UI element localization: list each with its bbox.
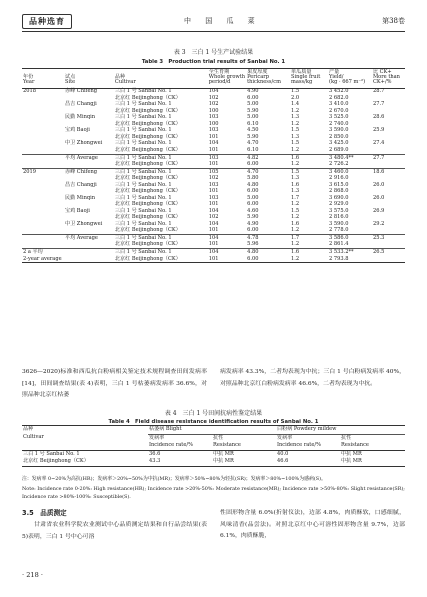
table-cell: 1.5 xyxy=(291,127,300,134)
table-cell: 2019 xyxy=(23,168,36,175)
table-cell: 100 xyxy=(208,120,219,127)
table-cell: 26.9 xyxy=(372,207,385,214)
t4-incidence-cn: 发病率 xyxy=(149,434,165,441)
table-cell: 1.6 xyxy=(290,154,328,161)
table-cell: 5.90 xyxy=(247,107,259,114)
col-growth-period: 全生育期 Whole growth period/d xyxy=(208,68,246,86)
table-cell: 1.2 xyxy=(290,242,328,249)
col-year: 年份 Year xyxy=(23,73,35,86)
table3-title-en: Table 3 Production trial results of Sanbai No. 1 xyxy=(141,59,286,65)
table-cell: 1.3 xyxy=(291,114,300,121)
table-cell: 6.00 xyxy=(247,201,259,208)
table-cell: 26.0 xyxy=(372,194,385,201)
body-text-right: 病发病率 43.3%，二者均表现为中抗；三白 1 号白粉病发病率 40%，对照品种北京红白粉病发病率 46.6%，二者均表现为中抗。 xyxy=(220,369,405,387)
table-cell: 4.90 xyxy=(247,220,259,227)
table-cell: 昌吉 Changji xyxy=(64,181,97,188)
table-cell: 104 xyxy=(208,88,219,95)
table-cell: 北京红 Beijinghong（CK） xyxy=(114,256,208,263)
table-cell: 2 929.0 xyxy=(329,201,349,208)
table-cell: 1.3 xyxy=(291,175,300,182)
t4-resistance-cn: 抗性 xyxy=(341,434,352,441)
table4-note-cn: 注：发病率 0~20%为高抗(HR)；发病率＞20%~50%为中抗(MR)；发病率＞50%~80%为轻抗(SR)；发病率＞80%~100%为感病(S)。 xyxy=(22,476,326,482)
table-cell xyxy=(372,161,405,168)
table-cell: 三白 1 号 Sanbai No. 1 xyxy=(114,194,172,201)
table-cell: 2 a 平均 xyxy=(23,248,43,255)
table-cell: 103 xyxy=(208,114,219,121)
table-cell: 6.10 xyxy=(247,120,259,127)
table-cell: 101 xyxy=(208,227,219,234)
t4-resistance-en: Resistance xyxy=(340,442,405,450)
table-cell: 27.7 xyxy=(372,154,405,161)
table-cell: 北京红 Beijinghong（CK） xyxy=(114,161,208,168)
table-cell: 2-year average xyxy=(22,256,64,263)
table3-title-cn: 表 3 三白 1 号生产试验结果 xyxy=(173,49,254,56)
table-cell: 三白 1 号 Sanbai No. 1 xyxy=(114,248,172,255)
table-cell: 3 452.0 xyxy=(329,88,349,95)
table-cell: 27.7 xyxy=(372,101,385,108)
table-cell xyxy=(22,154,64,161)
table-cell: 4.70 xyxy=(247,168,259,175)
table-cell: 104 xyxy=(208,207,219,214)
page-number: · 218 · xyxy=(22,571,43,579)
col-more-than-ck: 比 CK+ More than CK+/% xyxy=(372,68,400,86)
table-cell xyxy=(64,242,114,249)
table-cell: 18.6 xyxy=(372,168,385,175)
table-cell: 2 816.0 xyxy=(329,214,349,221)
table-row xyxy=(22,161,405,168)
table-cell: 4.80 xyxy=(247,248,259,255)
section-heading: 3.5 品质测定 xyxy=(22,509,67,517)
table-cell: 三白 1 号 Sanbai No. 1 xyxy=(114,154,208,161)
table-cell: 三白 1 号 Sanbai No. 1 xyxy=(114,114,172,121)
table-cell: 北京红 Beijinghong（CK） xyxy=(114,242,208,249)
table-cell: 102 xyxy=(208,214,219,221)
table-cell: 北京红 Beijinghong（CK） xyxy=(114,175,181,182)
production-trial-table xyxy=(22,68,405,263)
col-pericarp: 果皮厚度 Pericarp thickness/cm xyxy=(247,68,281,86)
table-cell: 2 670.0 xyxy=(329,107,349,114)
table-cell: 2 689.0 xyxy=(329,147,349,153)
table-cell: 5.00 xyxy=(247,101,259,108)
table-cell: 4.90 xyxy=(247,88,259,95)
table-cell: 1.2 xyxy=(291,147,300,153)
table-cell xyxy=(64,161,114,168)
table-cell: 北京红 Beijinghong（CK） xyxy=(114,188,181,195)
table-cell: 6.10 xyxy=(247,147,259,153)
table-cell: 北京红 Beijinghong（CK） xyxy=(114,94,181,101)
table-cell xyxy=(372,242,405,249)
table-cell: 三白 1 号 Sanbai No. 1 xyxy=(114,88,172,95)
table-cell: 103 xyxy=(208,127,219,134)
table-cell: 3 575.0 xyxy=(329,207,349,214)
table-cell: 2 740.0 xyxy=(329,120,349,127)
table-cell: 2.0 xyxy=(291,94,300,101)
table-cell: 4.82 xyxy=(246,154,290,161)
table-cell: 1.5 xyxy=(291,168,300,175)
table-cell: 3 525.0 xyxy=(329,114,349,121)
table-cell: 平均 Average xyxy=(64,154,114,161)
table-cell: 27.4 xyxy=(372,140,385,147)
table-cell xyxy=(22,242,64,249)
table-cell: 5.00 xyxy=(247,114,259,121)
table-cell xyxy=(372,256,405,263)
table-cell: 2 850.0 xyxy=(329,133,349,140)
table-cell: 102 xyxy=(208,94,219,101)
table-cell: 中卫 Zhongwei xyxy=(64,140,103,147)
table-cell: 2 861.4 xyxy=(328,242,372,249)
table-cell: 民勤 Minqin xyxy=(64,194,96,201)
table-cell: 6.00 xyxy=(247,188,259,195)
table-cell: 1.2 xyxy=(291,227,300,234)
table-cell: 1.6 xyxy=(291,248,300,255)
header-rule xyxy=(22,31,405,32)
table-cell: 2 793.8 xyxy=(328,256,372,263)
col-fruit-mass: 单瓜质量 Single fruit mass/kg xyxy=(291,68,321,86)
table-cell: 104 xyxy=(208,248,219,255)
table4-title-en: Table 4 Field disease resistance identification results of Sanbai No. 1 xyxy=(108,419,319,425)
table-cell: 100 xyxy=(208,107,219,114)
table-cell: 1.5 xyxy=(291,88,300,95)
table-cell: 28.7 xyxy=(372,88,385,95)
table-cell: 4.70 xyxy=(247,140,259,147)
table-cell: 3 425.0 xyxy=(329,140,349,147)
table-row xyxy=(22,256,405,263)
table3-header-row xyxy=(22,69,405,89)
table-cell: 101 xyxy=(208,201,219,208)
table-cell: 1.5 xyxy=(291,207,300,214)
table-cell: 2 682.0 xyxy=(329,94,349,101)
table-cell: 6.00 xyxy=(247,94,259,101)
col-yield: 产量 Yield/ (kg · 667 m⁻²) xyxy=(329,68,366,86)
table-cell: 3 460.0 xyxy=(329,168,349,175)
table-cell: 北京红 Beijinghong（CK） xyxy=(114,201,181,208)
t4-incidence-en: Incidence rate/% xyxy=(148,442,212,450)
table-cell: 1.2 xyxy=(291,201,300,208)
table-cell: 3 590.0 xyxy=(329,220,349,227)
table-cell xyxy=(64,228,114,235)
table-cell: 1.2 xyxy=(290,256,328,263)
table-cell: 4.50 xyxy=(247,127,259,134)
col-site: 试点 Site xyxy=(64,73,76,86)
table-row xyxy=(22,228,405,235)
section-text-left: 甘肃省农业科学院农业测试中心品质测定结果和自行品尝结果(表 5)表明，三白 1 号中心可溶 xyxy=(22,522,207,540)
table-cell: 3 590.0 xyxy=(329,127,349,134)
table-cell: 1.3 xyxy=(291,133,300,140)
table-cell: 北京红 Beijinghong（CK） xyxy=(114,133,181,140)
table-cell: 3 410.0 xyxy=(329,101,349,108)
table-cell: 三白 1 号 Sanbai No. 1 xyxy=(114,127,172,134)
table-cell: 2 778.0 xyxy=(329,227,349,234)
t4-incidence-cn: 发病率 xyxy=(277,434,293,441)
table-cell: 赤峰 Chifeng xyxy=(64,168,98,175)
table-cell: 104 xyxy=(208,140,219,147)
table-cell: 赤峰 Chifeng xyxy=(64,88,98,95)
table-cell: 5.90 xyxy=(247,133,259,140)
table-cell: 26.5 xyxy=(372,248,385,255)
table-cell: 北京红 Beijinghong（CK） xyxy=(114,227,181,234)
table-cell xyxy=(372,147,405,154)
table-cell: 2 868.0 xyxy=(329,188,349,195)
t4-cultivar-en: Cultivar xyxy=(23,434,44,441)
table-cell: 1.7 xyxy=(290,235,328,242)
table-cell xyxy=(64,249,114,256)
table-cell: 104 xyxy=(208,235,246,242)
table-cell: 101 xyxy=(208,242,246,249)
table-cell: 平均 Average xyxy=(64,235,114,242)
table-cell: 2 726.2 xyxy=(328,161,372,168)
table-cell: 4.78 xyxy=(246,235,290,242)
table-cell: 103 xyxy=(208,181,219,188)
table-cell: 北京红 Beijinghong（CK） xyxy=(114,120,181,127)
table-cell xyxy=(22,161,64,168)
journal-title: 中 国 瓜 菜 xyxy=(184,17,261,25)
body-text-left: 3626—2020)标准和西瓜抗白粉病相关鉴定技术规程调查田间发病率[14]，田间调查结果(表 4)表明，三白 1 号枯萎病发病率 36.6%，对照品种北京红枯萎 xyxy=(22,369,207,398)
t4-incidence-en: Incidence rate/% xyxy=(276,442,340,450)
section-text-right: 性固形物含量 6.0%(折射仪法)，边部 4.8%，肉质酥软，口感细腻，风味清香(品尝法)。对照北京红中心可溶性固形物含量 9.7%，边部 6.1%，肉质酥脆， xyxy=(220,510,405,539)
table-cell: 105 xyxy=(208,168,219,175)
table-cell: 4.80 xyxy=(247,181,259,188)
table-cell: 1.2 xyxy=(290,161,328,168)
table-cell: 三白 1 号 Sanbai No. 1 xyxy=(114,168,172,175)
table-cell: 三白 1 号 Sanbai No. 1 xyxy=(114,220,172,227)
table-cell: 昌吉 Changji xyxy=(64,101,97,108)
table-cell: 25.9 xyxy=(372,127,385,134)
table-cell: 1.2 xyxy=(291,214,300,221)
table-row: 北京红 Beijinghong（CK） 43.3 中抗 MR 46.6 中抗 MR xyxy=(22,458,405,466)
col-cultivar: 品种 Cultivar xyxy=(114,73,136,86)
table-cell: 北京红 Beijinghong（CK） xyxy=(114,147,181,153)
table-cell: 1.7 xyxy=(291,194,300,201)
table-cell: 28.6 xyxy=(372,114,385,121)
table-cell: 1.4 xyxy=(291,101,300,108)
table-row xyxy=(22,147,405,154)
table-cell: 三白 1 号 Sanbai No. 1 xyxy=(114,101,172,108)
t4-fusarium-wilt-header: 枯萎病 Blight xyxy=(148,426,276,435)
table-cell xyxy=(22,235,64,242)
table-cell: 101 xyxy=(208,188,219,195)
table-cell: 104 xyxy=(208,220,219,227)
table-cell xyxy=(22,147,64,154)
table-cell: 北京红 Beijinghong（CK） xyxy=(114,214,181,221)
table-cell: 北京红 Beijinghong（CK） xyxy=(114,107,181,114)
table-cell: 102 xyxy=(208,175,219,182)
table-cell: 101 xyxy=(208,161,246,168)
table-row xyxy=(22,242,405,249)
table-cell: 101 xyxy=(208,133,219,140)
table-cell: 1.5 xyxy=(291,140,300,147)
table-row xyxy=(22,249,405,256)
table-cell: 2018 xyxy=(23,88,36,95)
table-cell: 宝鸡 Baoji xyxy=(64,207,90,214)
table-cell: 103 xyxy=(208,194,219,201)
table-cell: 5.80 xyxy=(247,175,259,182)
table-cell: 1.3 xyxy=(291,188,300,195)
t4-resistance-cn: 抗性 xyxy=(213,434,224,441)
t4-powdery-mildew-header: 白粉病 Powdery mildew xyxy=(276,426,405,435)
table-cell: 2 916.0 xyxy=(329,175,349,182)
disease-resistance-table xyxy=(22,425,405,467)
table-cell: 三白 1 号 Sanbai No. 1 xyxy=(114,207,172,214)
table-cell: 3 615.0 xyxy=(329,181,349,188)
table-cell: 4.60 xyxy=(247,207,259,214)
table-cell: 101 xyxy=(208,256,246,263)
table-cell: 103 xyxy=(208,154,246,161)
table-cell: 中卫 Zhongwei xyxy=(64,220,103,227)
volume-label: 第38卷 xyxy=(382,17,405,25)
table-cell: 29.2 xyxy=(372,220,385,227)
table4-title-cn: 表 4 三白 1 号田间抗病性鉴定结果 xyxy=(164,410,263,417)
table-cell: 三白 1 号 Sanbai No. 1 xyxy=(114,140,172,147)
table-row: 三白 1 号 Sanbai No. 1 36.6 中抗 MR 40.0 中抗 MR xyxy=(23,450,362,457)
table-cell: 6.00 xyxy=(246,161,290,168)
table-cell: 1.6 xyxy=(291,220,300,227)
table-cell xyxy=(22,228,64,235)
table-cell: 102 xyxy=(208,101,219,108)
table-cell: 5.90 xyxy=(247,214,259,221)
table-cell: 3 533.2** xyxy=(329,248,354,255)
table-cell: 6.00 xyxy=(247,227,259,234)
table-cell: 6.00 xyxy=(246,256,290,263)
t4-cultivar-cn: 品种 xyxy=(22,426,148,435)
table-cell: 3 690.0 xyxy=(329,194,349,201)
section-tag: 品种选育 xyxy=(22,14,72,29)
table-cell: 3 586.0 xyxy=(328,235,372,242)
table-cell: 5.96 xyxy=(246,242,290,249)
table-cell xyxy=(372,228,405,235)
table-cell xyxy=(64,147,114,154)
table-cell: 民勤 Minqin xyxy=(64,114,96,121)
table-cell: 1.6 xyxy=(291,181,300,188)
table-cell: 5.00 xyxy=(247,194,259,201)
table-cell: 25.3 xyxy=(372,235,405,242)
table-cell: 26.0 xyxy=(372,181,385,188)
table-cell: 三白 1 号 Sanbai No. 1 xyxy=(114,181,172,188)
table-cell: 101 xyxy=(208,147,219,153)
running-header xyxy=(22,14,405,28)
table-cell: 宝鸡 Baoji xyxy=(64,127,90,134)
t4-resistance-en: Resistance xyxy=(212,442,276,450)
table-cell: 1.2 xyxy=(291,107,300,114)
table4-note-en: Note: Incidence rate 0-20%: High resistance(HR); Incidence rate >20%-50%: Moderate resistance(MR); Incidence rate >50%-80%: Slight resistance(SR); Incidence rate >80%-100%: Susceptible(S). xyxy=(22,486,405,500)
table-cell: 三白 1 号 Sanbai No. 1 xyxy=(114,235,208,242)
table-cell xyxy=(64,256,114,263)
table-cell: 1.2 xyxy=(291,120,300,127)
table-cell: 3 480.4** xyxy=(328,154,372,161)
